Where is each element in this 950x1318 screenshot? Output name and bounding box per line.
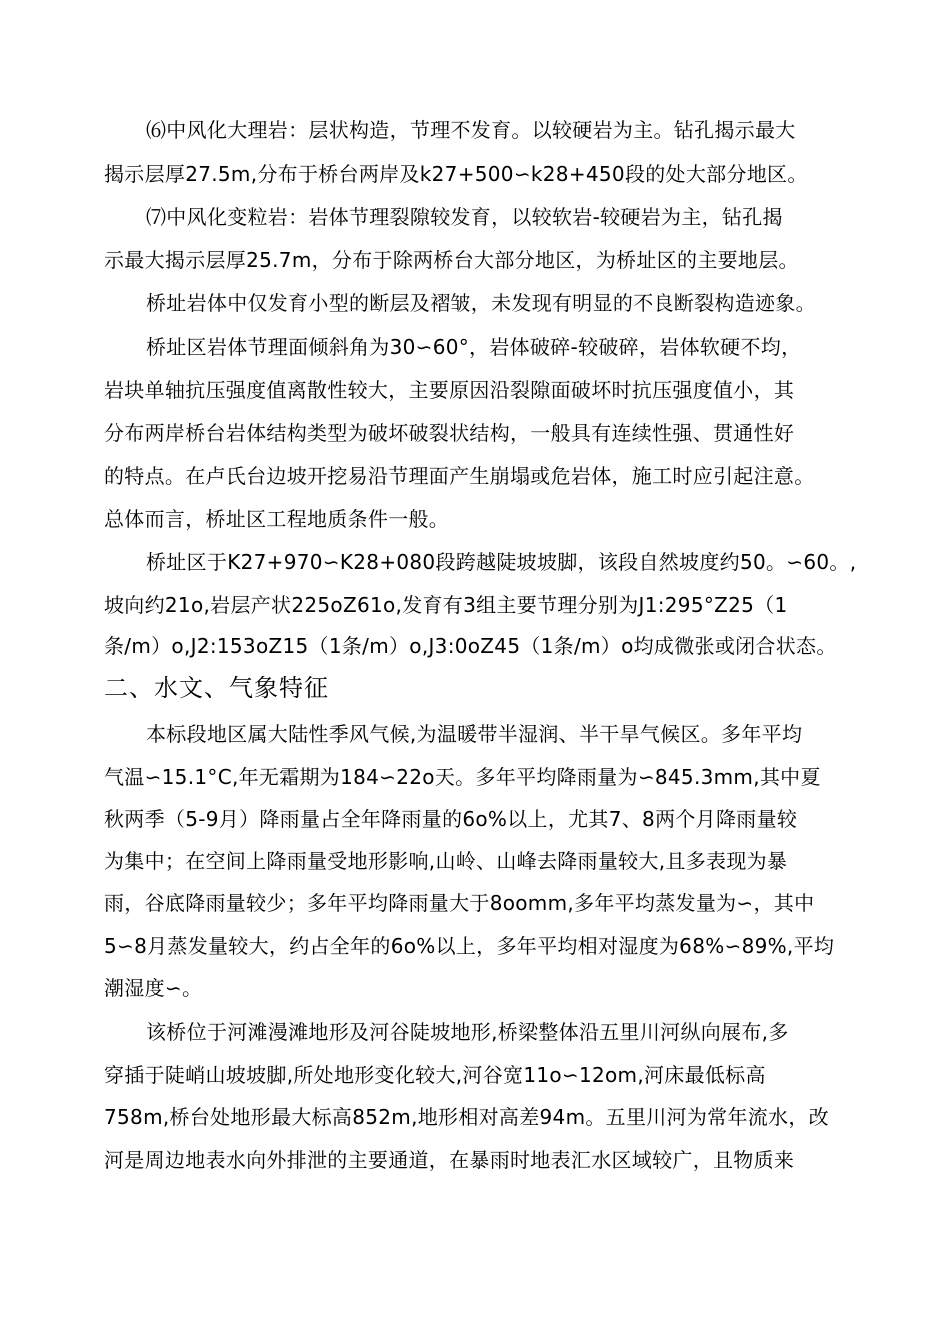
paragraph-joints-line-2: 岩块单轴抗压强度值离散性较大，主要原因沿裂隙面破坏时抗压强度值小，其 bbox=[104, 378, 795, 402]
paragraph-climate-line-2: 气温∽15.1°C,年无霜期为184∽22o天。多年平均降雨量为∽845.3mm,其中夏 bbox=[104, 765, 821, 789]
paragraph-terrain-line-3: 758m,桥台处地形最大标高852m,地形相对高差94m。五里川河为常年流水，改 bbox=[104, 1105, 829, 1129]
paragraph-granulite-line-1: ⑺中风化变粒岩：岩体节理裂隙较发育，以较软岩-较硬岩为主，钻孔揭 bbox=[146, 205, 783, 229]
section-heading: 二、水文、气象特征 bbox=[104, 674, 329, 702]
paragraph-joints-line-4: 的特点。在卢氏台边坡开挖易沿节理面产生崩塌或危岩体，施工时应引起注意。 bbox=[104, 464, 815, 488]
paragraph-slope-line-3: 条/m）o,J2:153oZ15（1条/m）o,J3:0oZ45（1条/m）o均成微张或闭合状态。 bbox=[104, 634, 837, 658]
paragraph-joints-line-5: 总体而言，桥址区工程地质条件一般。 bbox=[104, 507, 450, 531]
paragraph-terrain-line-4: 河是周边地表水向外排泄的主要通道，在暴雨时地表汇水区域较广，且物质来 bbox=[104, 1148, 795, 1172]
paragraph-climate-line-3: 秋两季（5-9月）降雨量占全年降雨量的6o%以上，尤其7、8两个月降雨量较 bbox=[104, 807, 798, 831]
paragraph-terrain-line-1: 该桥位于河滩漫滩地形及河谷陡坡地形,桥梁整体沿五里川河纵向展布,多 bbox=[146, 1020, 789, 1044]
paragraph-climate-line-7: 潮湿度∽。 bbox=[104, 976, 203, 1000]
paragraph-joints-line-1: 桥址区岩体节理面倾斜角为30∽60°，岩体破碎-较破碎，岩体软硬不均， bbox=[146, 335, 802, 359]
paragraph-faults-line-1: 桥址岩体中仅发育小型的断层及褶皱，未发现有明显的不良断裂构造迹象。 bbox=[146, 291, 816, 315]
paragraph-marble-line-1: ⑹中风化大理岩：层状构造，节理不发育。以较硬岩为主。钻孔揭示最大 bbox=[146, 118, 796, 142]
paragraph-terrain-line-2: 穿插于陡峭山坡坡脚,所处地形变化较大,河谷宽11o∽12om,河床最低标高 bbox=[104, 1063, 766, 1087]
paragraph-granulite-line-2: 示最大揭示层厚25.7m，分布于除两桥台大部分地区，为桥址区的主要地层。 bbox=[104, 248, 799, 272]
paragraph-slope-line-2: 坡向约21o,岩层产状225oZ61o,发育有3组主要节理分别为J1:295°Z25（1 bbox=[104, 593, 788, 617]
paragraph-climate-line-6: 5∽8月蒸发量较大，约占全年的6o%以上，多年平均相对湿度为68%∽89%,平均 bbox=[104, 934, 835, 958]
paragraph-climate-line-4: 为集中；在空间上降雨量受地形影响,山岭、山峰去降雨量较大,且多表现为暴 bbox=[104, 849, 788, 873]
paragraph-slope-line-1: 桥址区于K27+970∽K28+080段跨越陡坡坡脚，该段自然坡度约50。∽60。, bbox=[146, 550, 857, 574]
paragraph-joints-line-3: 分布两岸桥台岩体结构类型为破坏破裂状结构，一般具有连续性强、贯通性好 bbox=[104, 421, 795, 445]
paragraph-climate-line-1: 本标段地区属大陆性季风气候,为温暖带半湿润、半干旱气候区。多年平均 bbox=[146, 722, 803, 746]
paragraph-climate-line-5: 雨，谷底降雨量较少；多年平均降雨量大于8oomm,多年平均蒸发量为∽，其中 bbox=[104, 891, 815, 915]
paragraph-marble-line-2: 揭示层厚27.5m,分布于桥台两岸及k27+500∽k28+450段的处大部分地区。 bbox=[104, 162, 808, 186]
